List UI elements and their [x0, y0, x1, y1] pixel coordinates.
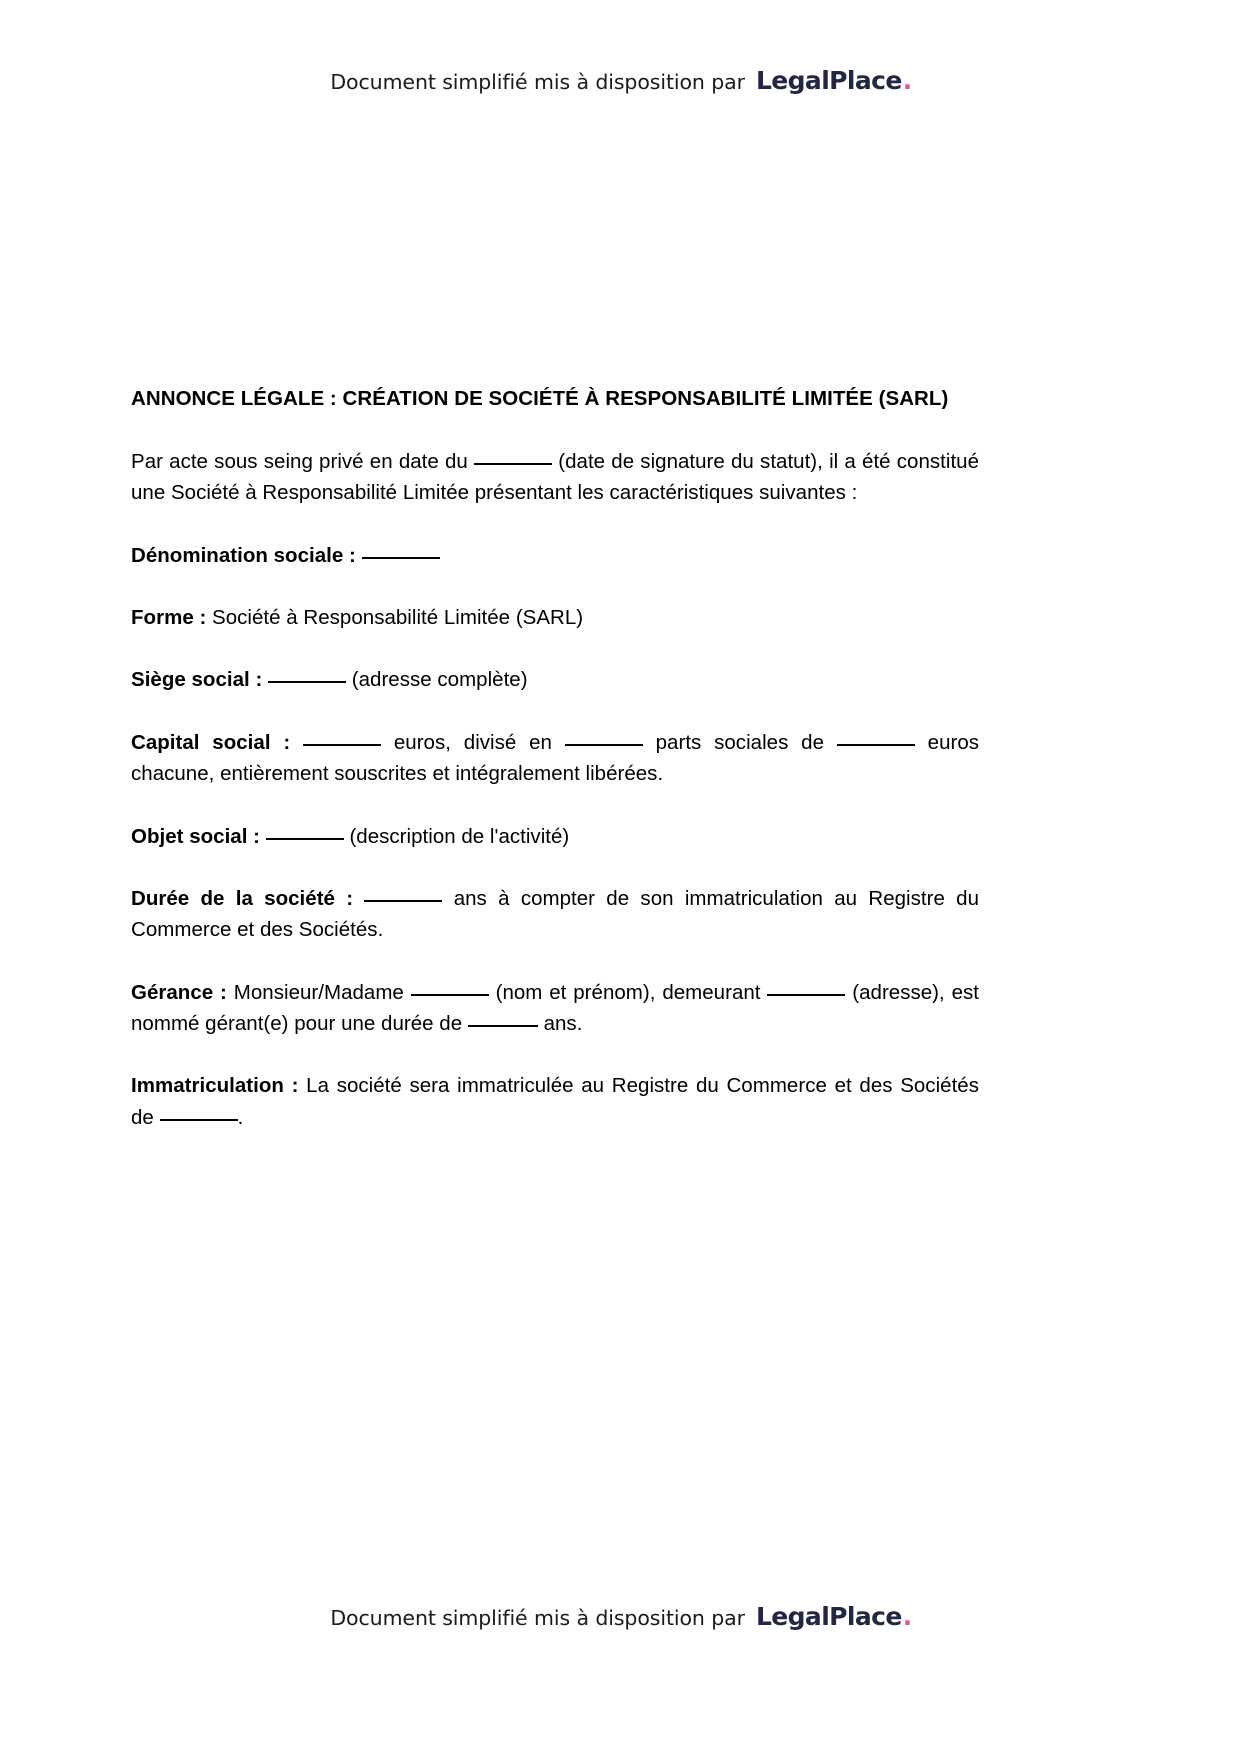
page-title: ANNONCE LÉGALE : CRÉATION DE SOCIÉTÉ À RESPONSABILITÉ LIMITÉE (SARL): [131, 387, 949, 410]
legalplace-logo: [756, 66, 912, 95]
logo-dot: .: [902, 1602, 912, 1631]
footer-tagline: Document simplifié mis à disposition par: [330, 1606, 745, 1630]
section-denomination: [131, 540, 979, 571]
blank-field-gerant-duree: [468, 1025, 538, 1027]
section-capital-social: [131, 727, 979, 790]
legalplace-logo-footer: [756, 1602, 912, 1631]
hint-objet-social: (description de l'activité): [349, 824, 570, 848]
footer-branding: [0, 1602, 1242, 1631]
blank-field-date: [474, 463, 552, 465]
logo-wordmark: LegalPlace: [755, 1602, 902, 1631]
blank-field-objet: [266, 838, 344, 840]
label-duree: Durée de la société :: [131, 886, 354, 910]
section-forme: [131, 602, 979, 633]
label-gerance: Gérance :: [131, 980, 227, 1004]
value-forme: Société à Responsabilité Limitée (SARL): [212, 606, 584, 630]
paragraph-intro: [131, 446, 979, 509]
blank-field-rcs-ville: [160, 1119, 238, 1121]
label-denomination: Dénomination sociale :: [131, 543, 356, 567]
header-tagline: Document simplifié mis à disposition par: [330, 70, 745, 94]
label-immatriculation: Immatriculation :: [131, 1074, 299, 1098]
immatriculation-seg1: La société sera immatriculée au Registre du Commerce et des Sociétés de: [131, 1074, 979, 1129]
blank-field-part-value: [837, 744, 915, 746]
section-siege-social: [131, 664, 979, 695]
gerance-seg1: Monsieur/Madame: [233, 980, 404, 1004]
gerance-seg3: (adresse), est nommé gérant(e) pour une durée de: [131, 980, 980, 1035]
section-duree: [131, 883, 979, 946]
section-immatriculation: [131, 1070, 979, 1133]
label-capital-social: Capital social :: [131, 730, 291, 754]
capital-seg3: euros chacune, entièrement souscrites et intégralement libérées.: [131, 730, 980, 786]
capital-seg1: euros, divisé en: [393, 730, 552, 754]
capital-seg2: parts sociales de: [655, 730, 824, 754]
value-duree: ans à compter de son immatriculation au Registre du Commerce et des Sociétés.: [131, 886, 980, 942]
blank-field-duree: [364, 900, 442, 902]
gerance-seg2: (nom et prénom), demeurant: [495, 980, 761, 1004]
section-gerance: [131, 977, 979, 1040]
blank-field-denomination: [362, 557, 440, 559]
logo-wordmark: LegalPlace: [755, 66, 902, 95]
section-objet-social: [131, 821, 979, 852]
intro-part1: Par acte sous seing privé en date du: [131, 450, 468, 474]
label-objet-social: Objet social :: [131, 824, 261, 848]
blank-field-parts-count: [565, 744, 643, 746]
logo-dot: .: [902, 66, 912, 95]
document-content: [131, 385, 979, 1133]
immatriculation-seg2: .: [237, 1105, 244, 1129]
header-branding: [0, 66, 1242, 95]
label-siege-social: Siège social :: [131, 668, 263, 692]
label-forme: Forme :: [131, 606, 207, 630]
blank-field-gerant-adresse: [767, 994, 845, 996]
intro-part2: (date de signature du statut), il a été constitué une Société à Responsabilité Limitée présentant les caractéristiques suivantes :: [131, 450, 980, 505]
blank-field-gerant-nom: [411, 994, 489, 996]
blank-field-siege: [268, 681, 346, 683]
hint-siege-social: (adresse complète): [351, 668, 528, 692]
gerance-seg4: ans.: [543, 1012, 583, 1035]
blank-field-capital-amount: [303, 744, 381, 746]
